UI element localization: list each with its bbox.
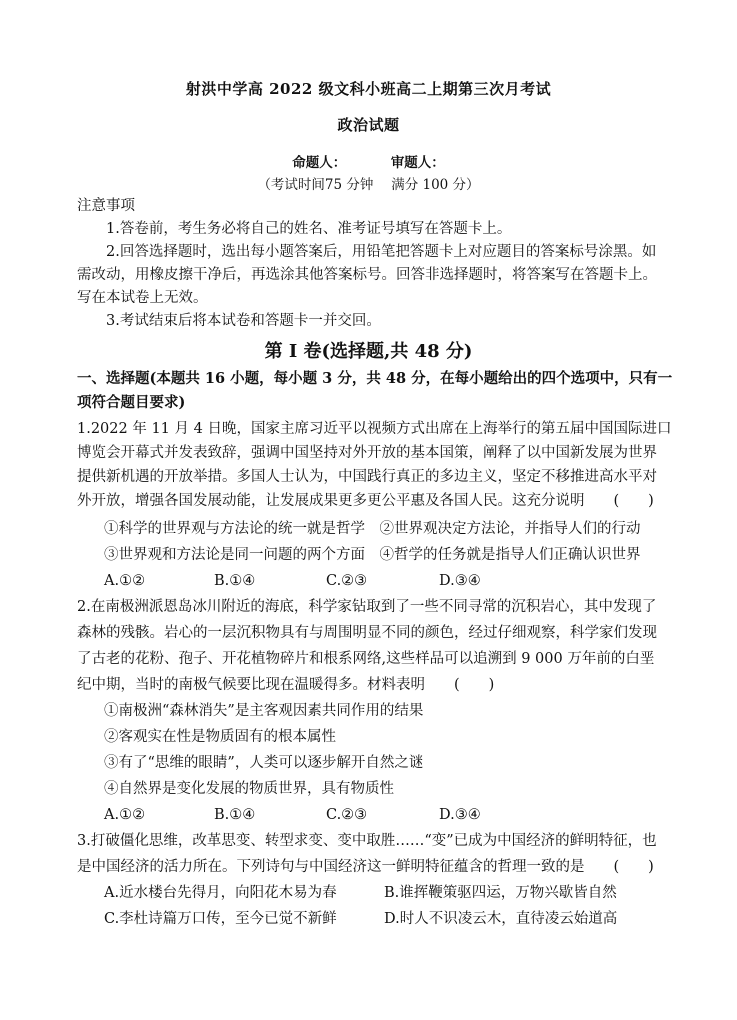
- question-1-choice-c: C.②③: [326, 573, 368, 589]
- question-2-statement: ③有了“思维的眼睛”，人类可以逐步解开自然之谜: [104, 755, 424, 771]
- question-2-stem: 森林的残骸。岩心的一层沉积物具有与周围明显不同的颜色，经过仔细观察，科学家们发现: [77, 625, 657, 641]
- question-1-stem: 提供新机遇的开放举措。多国人士认为，中国践行真正的多边主义，坚定不移推进高水平对: [77, 469, 657, 485]
- exam-title: 射洪中学高 2022 级文科小班高二上期第三次月考试: [185, 80, 552, 98]
- notice-item: 2.回答选择题时，选出每小题答案后，用铅笔把答题卡上对应题目的答案标号涂黑。如: [106, 244, 657, 260]
- question-3-choice-b: B.谁挥鞭策驱四运，万物兴歇皆自然: [384, 885, 617, 901]
- notice-item: 3.考试结束后将本试卷和答题卡一并交回。: [106, 313, 381, 329]
- section-instruction: 项符合题目要求): [77, 394, 186, 411]
- exam-subject: 政治试题: [337, 116, 400, 134]
- question-2-stem: 纪中期，当时的南极气候要比现在温暖得多。材料表明 ( ): [77, 677, 495, 693]
- notice-heading: 注意事项: [77, 198, 135, 214]
- question-2-statement: ④自然界是变化发展的物质世界，具有物质性: [104, 781, 394, 797]
- question-1-choice-a: A.①②: [104, 573, 146, 589]
- notice-item: 1.答卷前，考生务必将自己的姓名、准考证号填写在答题卡上。: [106, 221, 512, 237]
- question-3-choice-a: A.近水楼台先得月，向阳花木易为春: [104, 885, 337, 901]
- question-2-stem: 2.在南极洲派恩岛冰川附近的海底，科学家钻取到了一些不同寻常的沉积岩心，其中发现了: [77, 599, 657, 615]
- question-1-stem: 外开放，增强各国发展动能，让发展成果更多更公平惠及各国人民。这充分说明 ( ): [77, 493, 654, 509]
- author-line: [0, 151, 737, 171]
- question-2-statement: ②客观实在性是物质固有的根本属性: [104, 729, 336, 745]
- question-1-choice-b: B.①④: [214, 573, 256, 589]
- reviewer-label: 审题人：: [390, 155, 445, 171]
- question-1-statement: ③世界观和方法论是同一问题的两个方面 ④哲学的任务就是指导人们正确认识世界: [104, 547, 641, 563]
- notice-item: 写在本试卷上无效。: [77, 290, 208, 306]
- question-3-stem: 3.打破僵化思维，改革思变、转型求变、变中取胜……“变”已成为中国经济的鲜明特征，也: [77, 833, 657, 849]
- question-2-choice-a: A.①②: [104, 807, 146, 823]
- question-1-stem: 博览会开幕式并发表致辞，强调中国坚持对外开放的基本国策，阐释了以中国新发展为世界: [77, 445, 657, 461]
- question-2-choice-b: B.①④: [214, 807, 256, 823]
- question-3-choice-d: D.时人不识凌云木，直待凌云始道高: [384, 911, 618, 927]
- proposer-label: 命题人：: [292, 155, 347, 171]
- section-instruction: 一、选择题(本题共 16 小题，每小题 3 分，共 48 分，在每小题给出的四个选项中，只有一: [77, 370, 673, 387]
- question-2-choice-d: D.③④: [439, 807, 481, 823]
- question-2-choice-c: C.②③: [326, 807, 368, 823]
- question-3-choice-c: C.李杜诗篇万口传，至今已觉不新鲜: [104, 911, 337, 927]
- exam-info: （考试时间75 分钟 满分 100 分）: [257, 177, 480, 193]
- question-3-stem: 是中国经济的活力所在。下列诗句与中国经济这一鲜明特征蕴含的哲理一致的是 ( ): [77, 859, 654, 875]
- question-1-stem: 1.2022 年 11 月 4 日晚，国家主席习近平以视频方式出席在上海举行的第五届中国国际进口: [77, 421, 672, 437]
- question-2-statement: ①南极洲“森林消失”是主客观因素共同作用的结果: [104, 703, 424, 719]
- notice-item: 需改动，用橡皮擦干净后，再选涂其他答案标号。回答非选择题时，将答案写在答题卡上。: [77, 267, 657, 283]
- question-1-statement: ①科学的世界观与方法论的统一就是哲学 ②世界观决定方法论，并指导人们的行动: [104, 521, 641, 537]
- question-2-stem: 了古老的花粉、孢子、开花植物碎片和根系网络,这些样品可以追溯到 9 000 万年前的白垩: [77, 651, 655, 667]
- question-1-choice-d: D.③④: [439, 573, 481, 589]
- section-heading: 第 I 卷(选择题,共 48 分): [264, 341, 473, 362]
